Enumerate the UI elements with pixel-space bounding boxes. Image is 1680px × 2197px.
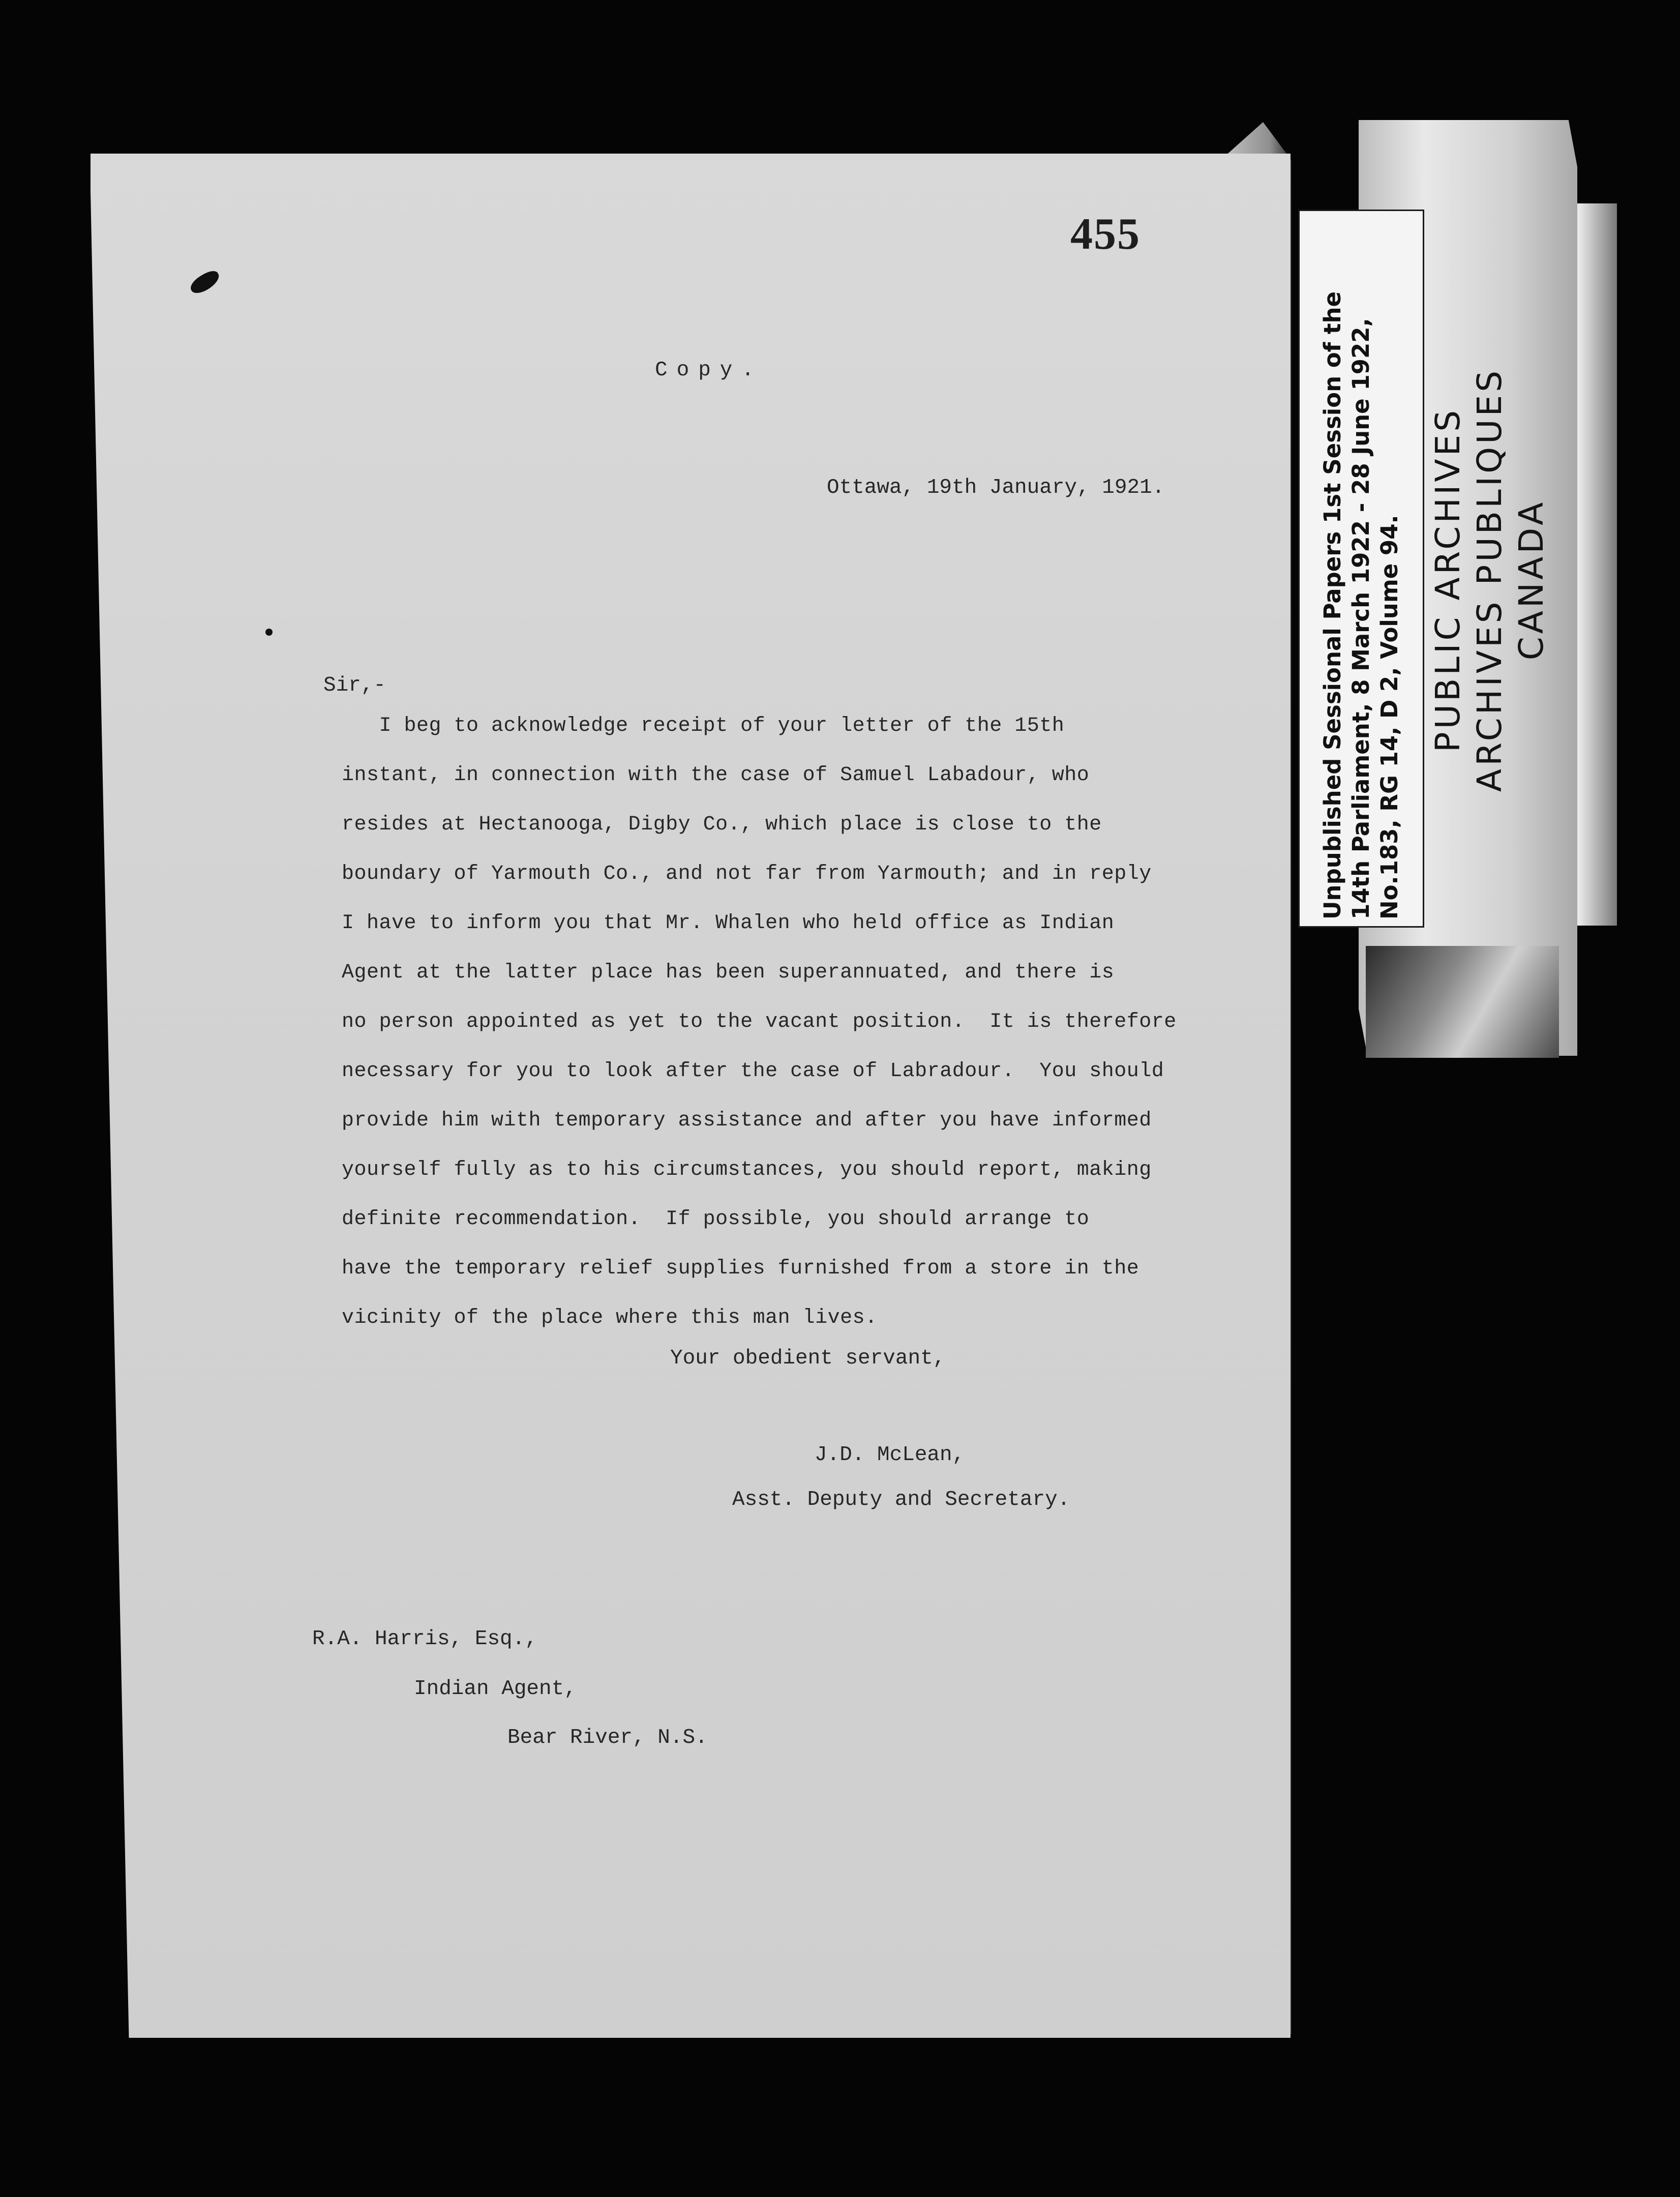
letter-body-line: Agent at the latter place has been superannuated, and there is: [342, 961, 1115, 984]
date-line: Ottawa, 19th January, 1921.: [827, 476, 1165, 499]
letter-body-line: boundary of Yarmouth Co., and not far from Yarmouth; and in reply: [342, 863, 1152, 885]
archive-reference-line: No.183, RG 14, D 2, Volume 94.: [1376, 515, 1403, 919]
recipient-location: Bear River, N.S.: [507, 1726, 708, 1749]
copy-label: Copy.: [655, 359, 764, 382]
letter-body-line: resides at Hectanooga, Digby Co., which place is close to the: [342, 813, 1102, 836]
archives-stamp-line: ARCHIVES PUBLIQUES: [1470, 367, 1509, 792]
letter-body-line: I beg to acknowledge receipt of your letter of the 15th: [342, 715, 1065, 737]
letter-body-line: yourself fully as to his circumstances, you should report, making: [342, 1159, 1152, 1181]
page-number: 455: [1070, 210, 1141, 259]
recipient-title: Indian Agent,: [414, 1677, 577, 1701]
recipient-name: R.A. Harris, Esq.,: [312, 1627, 537, 1651]
archives-stamp-line: CANADA: [1512, 499, 1551, 661]
letter-body-line: provide him with temporary assistance and after you have informed: [342, 1109, 1152, 1132]
archive-reference-line: Unpublished Sessional Papers 1st Session of the: [1319, 291, 1346, 919]
archive-reference-text: [1318, 218, 1404, 919]
archive-reference-line: 14th Parliament, 8 March 1922 - 28 June 1922,: [1347, 318, 1374, 919]
archive-tab-fold: [1366, 946, 1559, 1058]
letter-body-line: have the temporary relief supplies furnished from a store in the: [342, 1257, 1139, 1280]
archives-stamp-line: PUBLIC ARCHIVES: [1428, 407, 1467, 753]
closing: Your obedient servant,: [670, 1347, 946, 1370]
letter-body-line: no person appointed as yet to the vacant position. It is therefore: [342, 1011, 1177, 1033]
signature-name: J.D. McLean,: [815, 1443, 965, 1467]
letter-body-line: definite recommendation. If possible, you should arrange to: [342, 1208, 1090, 1231]
salutation: Sir,-: [323, 674, 386, 697]
document-page: [91, 154, 1291, 2038]
signature-title: Asst. Deputy and Secretary.: [732, 1488, 1070, 1511]
ink-dot: [265, 629, 273, 636]
letter-body-line: I have to inform you that Mr. Whalen who held office as Indian: [342, 912, 1115, 935]
archives-stamp-text: [1427, 285, 1552, 875]
letter-body-line: instant, in connection with the case of Samuel Labadour, who: [342, 764, 1090, 787]
letter-body-line: vicinity of the place where this man lives.: [342, 1307, 878, 1329]
archive-reference-label: [1298, 210, 1424, 928]
letter-body-line: necessary for you to look after the case of Labradour. You should: [342, 1060, 1164, 1083]
archives-stamp: [1424, 285, 1556, 875]
